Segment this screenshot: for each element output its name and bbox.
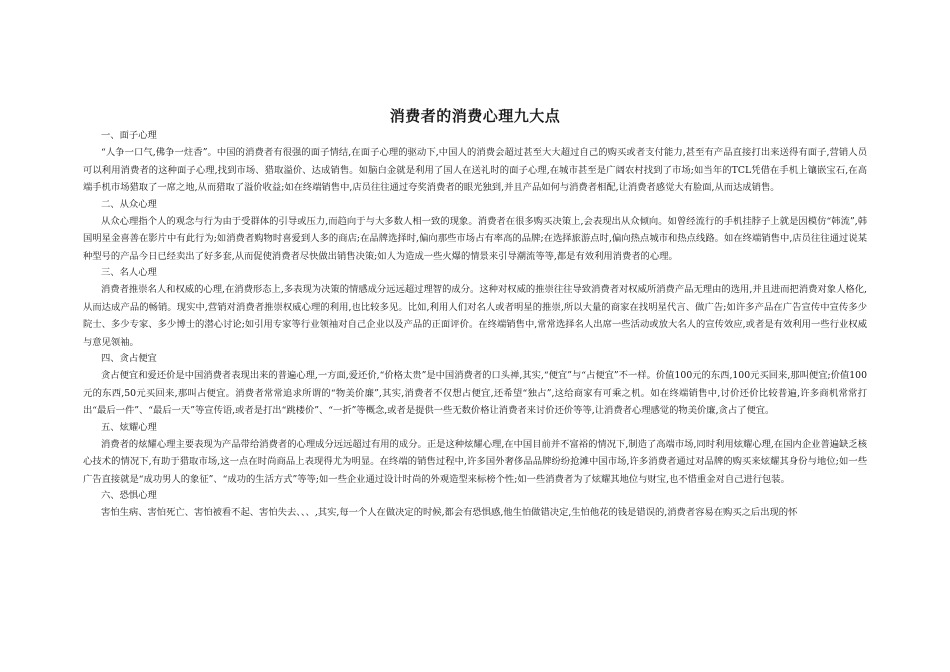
section-face-psychology bbox=[83, 128, 867, 197]
section-heading: 六、恐惧心理 bbox=[101, 490, 157, 501]
section-paragraph: 从众心理指个人的观念与行为由于受群体的引导或压力,而趋向于与大多数人相一致的现象。消费者在很多购买决策上,会表现出从众倾向。如曾经流行的手机挂脖子上就是因模仿“韩流”,韩国明星金喜善在影片中有此行为;如消费者购物时喜爱到人多的商店;在品牌选择时,偏向那些市场占有率高的品牌;在选择旅游点时,偏向热点城市和热点线路。如在终端销售中,店员往往通过说某种型号的产品今日已经卖出了好多套,从而促使消费者尽快做出销售决策;如人为造成一些火爆的情景来引导潮流等等,都是有效利用消费者的心理。 bbox=[83, 215, 867, 262]
section-heading: 三、名人心理 bbox=[101, 267, 157, 278]
section-heading: 四、贪占便宜 bbox=[101, 353, 157, 364]
document-page bbox=[83, 106, 867, 522]
section-paragraph: 消费者的炫耀心理主要表现为产品带给消费者的心理成分远远超过有用的成分。正是这种炫耀心理,在中国目前并不富裕的情况下,制造了高端市场,同时利用炫耀心理,在国内企业普遍缺乏核心技术的情况下,有助于猎取市场,这一点在时尚商品上表现得尤为明显。在终端的销售过程中,许多国外奢侈品品牌纷纷抢滩中国市场,许多消费者通过对品牌的购买来炫耀其身份与地位;如一些广告直接就是“成功男人的象征”、“成功的生活方式”等等;如一些企业通过设计时尚的外观造型来标榜个性;如一些消费者为了炫耀其地位与财宝,也不惜重金对自己进行包装。 bbox=[83, 438, 867, 485]
document-title: 消费者的消费心理九大点 bbox=[389, 107, 561, 125]
section-paragraph: 害怕生病、害怕死亡、害怕被看不起、害怕失去、、、,其实,每一个人在做决定的时候,都会有恐惧感,他生怕做错决定,生怕他花的钱是错误的,消费者容易在购买之后出现的怀 bbox=[101, 507, 798, 518]
section-heading: 一、面子心理 bbox=[101, 130, 157, 141]
section-heading: 五、炫耀心理 bbox=[101, 421, 157, 433]
section-showoff-psychology bbox=[83, 420, 867, 489]
section-paragraph: 贪占便宜和爱还价是中国消费者表现出来的普遍心理,一方面,爱还价,“价格太贵”是中国消费者的口头禅,其实,“便宜”与“占便宜”不一样。价值100元的东西,100元买回来,那叫便宜;价值100元的东西,50元买回来,那叫占便宜。消费者常常追求所谓的“物美价廉”,其实,消费者不仅想占便宜,还希望“独占”,这给商家有可乘之机。如在终端销售中,讨价还价比较普遍,许多商机常常打出“最后一件”、“最后一天”等宣传语,或者是打出“跳楼价”、“一折”等概念,或者是提供一些无数价格让消费者来讨价还价等等,让消费者心理感觉的物美价廉,贪占了便宜。 bbox=[83, 370, 867, 416]
section-heading: 二、从众心理 bbox=[101, 198, 157, 210]
section-paragraph: 消费者推崇名人和权威的心理,在消费形态上,多表现为决策的情感成分远远超过理智的成分。这种对权威的推崇往往导致消费者对权威所消费产品无理由的选用,并且进而把消费对象人格化,从而达成产品的畅销。现实中,营销对消费者推崇权威心理的利用,也比较多见。比如,利用人们对名人或者明星的推崇,所以大量的商家在找明星代言、做广告;如许多产品在广告宣传中宣传多少院士、多少专家、多少博士的潜心讨论;如引用专家等行业领袖对自己企业以及产品的正面评价。在终端销售中,常常选择名人出席一些活动或放大名人的宣传效应,或者是有效利用一些行业权威与意见领袖。 bbox=[83, 284, 867, 348]
section-bargain-psychology bbox=[83, 351, 867, 420]
section-herd-psychology bbox=[83, 197, 867, 266]
section-paragraph: “人争一口气,佛争一炷香”。中国的消费者有很强的面子情结,在面子心理的驱动下,中国人的消费会超过甚至大大超过自己的购买或者支付能力,甚至有产品直接打出来送得有面子,营销人员可以利用消费者的这种面子心理,找到市场、猎取溢价、达成销售。如脑白金就是利用了国人在送礼时的面子心理,在城市甚至是广阔农村找到了市场;如当年的TCL凭借在手机上镶嵌宝石,在高端手机市场猎取了一席之地,从而猎取了溢价收益;如在终端销售中,店员往往通过夸奖消费者的眼光独到,并且产品如何与消费者相配,让消费者感觉大有脸面,从而达成销售。 bbox=[83, 147, 867, 193]
section-celebrity-psychology bbox=[83, 265, 867, 351]
section-fear-psychology bbox=[83, 488, 867, 522]
